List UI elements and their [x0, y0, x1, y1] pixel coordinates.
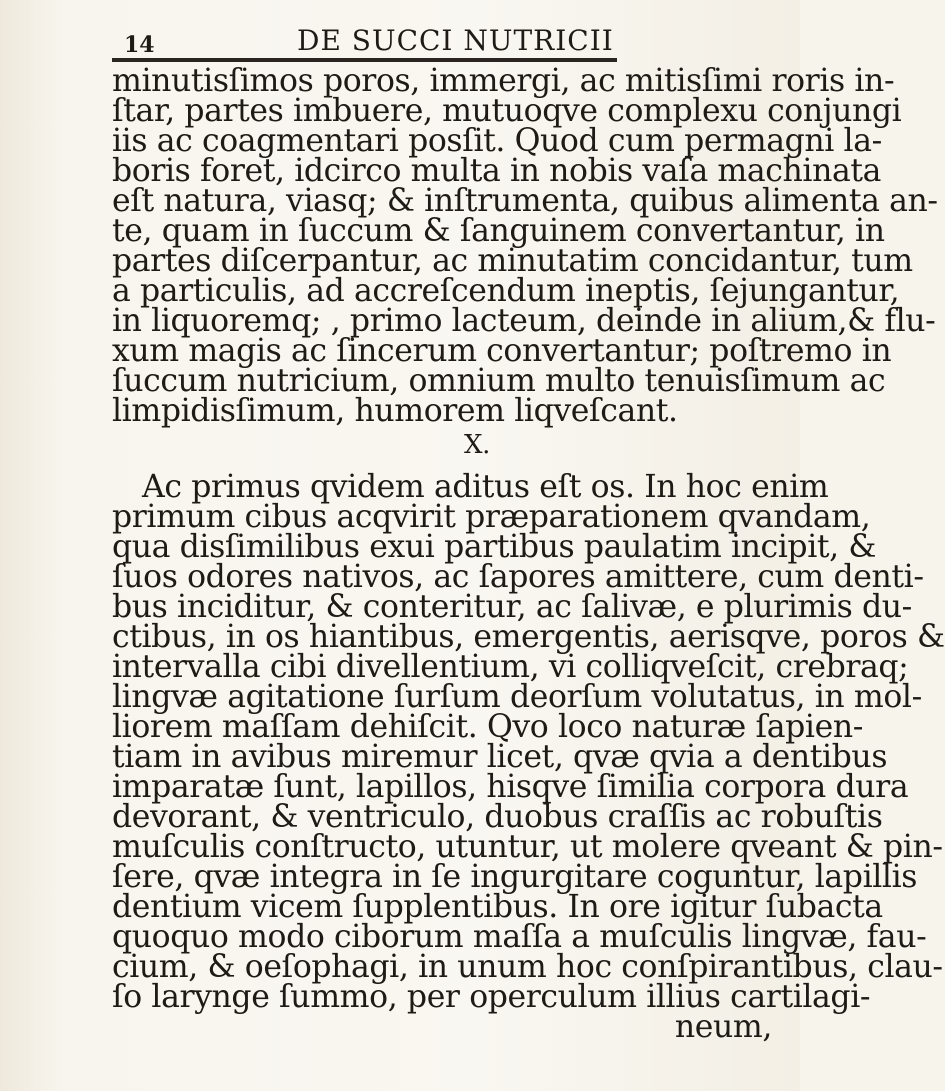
text-line: partes diſcerpantur, ac minutatim concidantur, tum: [112, 243, 913, 279]
text-line: tiam in avibus miremur licet, qvæ qvia a dentibus: [112, 739, 888, 775]
text-line: qua disſimilibus exui partibus paulatim incipit, &: [112, 529, 876, 565]
text-line: te, quam in ſuccum & ſanguinem convertantur, in: [112, 213, 885, 249]
text-line: boris foret, idcirco multa in nobis vaſa machinata: [112, 153, 881, 189]
text-line: ſere, qvæ integra in ſe ingurgitare coguntur, lapillis: [112, 859, 918, 895]
text-line: xum magis ac ſincerum convertantur; poſtremo in: [112, 333, 892, 369]
catchword: neum,: [674, 1009, 772, 1045]
running-head: DE SUCCI NUTRICII: [297, 24, 614, 57]
text-line: liorem maſſam dehiſcit. Qvo loco naturæ ſapien-: [112, 709, 863, 745]
body-text: [112, 62, 945, 1045]
text-line: dentium vicem ſupplentibus. In ore igitur ſubacta: [112, 889, 883, 925]
text-line: devorant, & ventriculo, duobus craſſis ac robuſtis: [112, 799, 883, 835]
text-line: quoquo modo ciborum maſſa a muſculis lingvæ, fau-: [112, 919, 927, 955]
text-line: ſuos odores nativos, ac ſapores amittere, cum denti-: [112, 559, 924, 595]
text-line: cium, & oeſophagi, in unum hoc conſpirantibus, clau-: [112, 949, 943, 985]
text-line: eſt natura, viasq; & inſtrumenta, quibus alimenta an-: [112, 183, 938, 219]
text-line: imparatæ ſunt, lapillos, hisqve ſimilia corpora dura: [112, 769, 909, 805]
text-line: iis ac coagmentari posſit. Quod cum permagni la-: [112, 123, 882, 159]
text-line: in liquoremq; , primo lacteum, deinde in alium,& flu-: [112, 303, 936, 339]
text-line: ſo larynge ſummo, per operculum illius cartilagi-: [112, 979, 871, 1015]
text-line: minutisſimos poros, immergi, ac mitisſimi roris in-: [112, 63, 895, 99]
text-line: ſuccum nutricium, omnium multo tenuisſimum ac: [112, 363, 886, 399]
text-line: ctibus, in os hiantibus, emergentis, aerisqve, poros &: [112, 619, 945, 655]
page-header: [112, 22, 712, 62]
text-line: bus inciditur, & conteritur, ac ſalivæ, e plurimis du-: [112, 589, 912, 625]
text-line: muſculis conſtructo, utuntur, ut molere qveant & pin-: [112, 829, 943, 865]
text-line: ſtar, partes imbuere, mutuoqve complexu conjungi: [112, 93, 902, 129]
text-line: limpidisſimum, humorem liqveſcant.: [112, 393, 678, 429]
text-line: a particulis, ad accreſcendum ineptis, ſejungantur,: [112, 273, 900, 309]
text-line: lingvæ agitatione ſurſum deorſum volutatus, in mol-: [112, 679, 922, 715]
text-line: Ac primus qvidem aditus eſt os. In hoc enim: [142, 469, 829, 505]
text-line: primum cibus acqvirit præparationem qvandam,: [112, 499, 871, 535]
text-line: intervalla cibi divellentium, vi colliqveſcit, crebraq;: [112, 649, 909, 685]
section-number: X.: [464, 430, 490, 460]
page-number: 14: [124, 32, 155, 58]
